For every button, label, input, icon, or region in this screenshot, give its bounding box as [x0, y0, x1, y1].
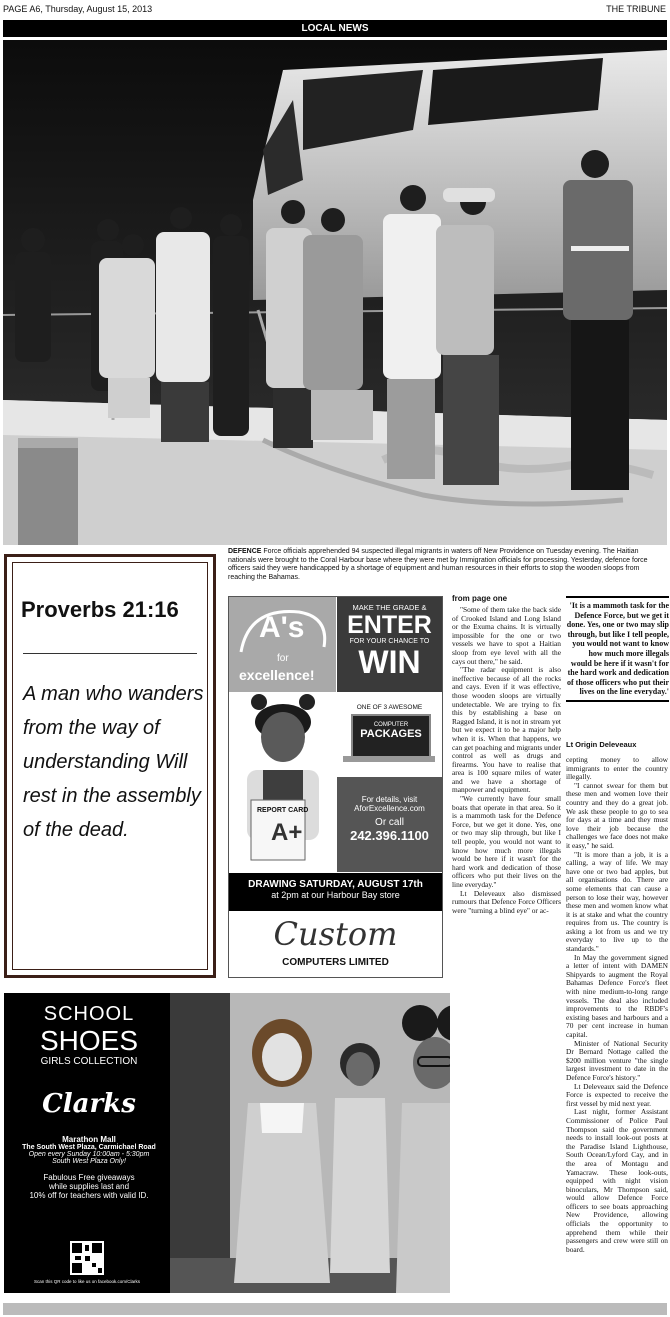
- prize-line2: COMPUTER: [373, 722, 409, 728]
- clarks-store: Marathon Mall: [62, 1135, 116, 1144]
- clarks-promo1: Fabulous Free giveaways: [43, 1173, 135, 1182]
- news-photo: [3, 40, 667, 545]
- prize-line1: ONE OF 3 AWESOME: [356, 704, 423, 711]
- details-panel: [337, 777, 442, 872]
- article-column-2: [566, 756, 668, 1298]
- clarks-line2: SHOES: [39, 1025, 139, 1056]
- clarks-photo: [170, 993, 450, 1293]
- promo-mid: FOR YOUR CHANCE TO: [349, 638, 430, 645]
- details-text: For details, visit: [361, 795, 418, 804]
- custom-brand: Custom: [273, 915, 398, 953]
- custom-brand-sub: COMPUTERS LIMITED: [282, 957, 389, 968]
- prize-line3: PACKAGES: [360, 728, 422, 740]
- article-paragraph: Lt Deleveaux said the Defence Force is expected to receive the first vessel by mid next year.: [566, 1081, 668, 1108]
- promo-enter: ENTER: [347, 611, 432, 639]
- article-paragraph: "Some of them take the back side of Crooked Island and Long Island or the Exuma chains. It is virtually impossible for the one or two vessels we have to spot a Haitian sloop from eye level with all the cays out there," he said.: [452, 606, 561, 666]
- article-column-1: [452, 606, 561, 991]
- report-card-label: REPORT CARD: [257, 807, 309, 814]
- article-paragraph: Last night, former Assistant Commissioner of Police Paul Thompson said the government needs to install look-out posts at the Paradise Island Lighthouse, South Ocean/Lyford Cay, and in the area of Montagu and Yamacraw. These look-outs, equipped with night vision binoculars, Mr Thompson said, would allow Defence Force officers to see boats approaching New Providence, allowing officials the opportunity to apprehend them while their passengers and crew were still on board.: [566, 1107, 668, 1254]
- proverb-title: Proverbs 21:16: [21, 597, 179, 622]
- prize-panel: [337, 692, 442, 777]
- enter-win-panel: [337, 597, 442, 692]
- article-paragraph: Minister of National Security Dr Bernard Nottage called the $200 million venture "the single largest investment to date in the Defence Force's history.": [566, 1038, 668, 1082]
- caption-lead: DEFENCE: [228, 548, 262, 555]
- draw-line2: at 2pm at our Harbour Bay store: [271, 890, 400, 900]
- excellence-ad[interactable]: [228, 596, 443, 978]
- clarks-address: The South West Plaza, Carmichael Road: [22, 1144, 156, 1151]
- pull-quote: 'It is a mammoth task for the Defence Force, but we get it done. Yes, one or two may slip through, but like I tell people, you would not want to know how much more illegals would be here if it wasn't for the hard work and dedication of those officers who put their lives on the line everyday.': [566, 596, 669, 702]
- clarks-promo2: while supplies last and: [48, 1182, 130, 1191]
- masthead-name: THE TRIBUNE: [606, 4, 666, 14]
- article-paragraph: Lt Deleveaux also dismissed rumours that Defence Force Officers were "turning a blind eye" or ac-: [452, 888, 561, 915]
- proverb-divider: [23, 653, 197, 654]
- article-paragraph: "The radar equipment is also ineffective because of all the rocks and cays. Even if it was effective, those wooden sloops are virtually undetectable. We are trying to fix this by establishing a base on Ragged Island, it is not in stream yet but we expect it to be a major help when it is. When that happens, we can get poaching and migrants under control as well as drugs and firearms. You have to realise that area is 100 square miles of water and we have a shortage of manpower and equipment.: [452, 665, 561, 795]
- qr-note: Scan this QR code to like us on facebook.com/Clarks: [33, 1279, 141, 1284]
- jump-line: from page one: [452, 594, 508, 603]
- clarks-promo3: 10% off for teachers with valid ID.: [29, 1191, 149, 1200]
- or-call: Or call: [375, 817, 404, 828]
- logo-for: for: [277, 653, 289, 664]
- article-paragraph: "I cannot swear for them but these men and women love their country and they do a great job. We ask these people to go to sea for days at a time and they must love their job because the challenges we face does not make it easy," he said.: [566, 780, 668, 850]
- report-card-grade: A+: [271, 819, 303, 846]
- logo-a: A's: [259, 611, 305, 644]
- page-folio: PAGE A6, Thursday, August 15, 2013: [3, 4, 153, 14]
- draw-line1: DRAWING SATURDAY, AUGUST 17th: [248, 879, 423, 890]
- article-paragraph: "It is more than a job, it is a calling, a way of life. We may have one or two bad apples, but all organisations do. There are some elements that can cause a person to lose their way, however these men and women know what it is at stake and what the country requires from us. The country is asking a lot from us and we try everyday to live up to the standards.": [566, 849, 668, 954]
- page-header: [0, 0, 670, 18]
- clarks-hours: Open every Sunday 10:00am - 5:30pm: [28, 1151, 150, 1158]
- laptop-base: [343, 756, 435, 762]
- drawing-banner: [229, 873, 442, 911]
- phone-number: 242.396.1100: [350, 828, 429, 843]
- logo-excellence: excellence!: [239, 667, 315, 683]
- laptop-icon: [351, 714, 431, 758]
- qr-code-icon[interactable]: [70, 1241, 104, 1275]
- article-paragraph: "We currently have four small boats that operate in that area. So it is a mammoth task for the Defence Force, but we get it done. Yes, one or two may slip through, but like I tell people, you would not want to know how much more illegals would be here if it wasn't for the hard work and dedication of those officers who put their lives on the line everyday.": [452, 794, 561, 889]
- details-url[interactable]: AforExcellence.com: [354, 804, 425, 813]
- clarks-line1: SCHOOL: [43, 1003, 135, 1025]
- page-footer-bar: [3, 1303, 667, 1315]
- promo-top: MAKE THE GRADE &: [352, 603, 427, 612]
- excellence-logo-panel: [229, 597, 336, 692]
- photo-caption: [228, 548, 666, 582]
- clarks-line3: GIRLS COLLECTION: [40, 1056, 138, 1067]
- section-label: LOCAL NEWS: [3, 20, 667, 37]
- clarks-logo: Clarks: [42, 1089, 136, 1119]
- article-paragraph: cepting money to allow immigrants to enter the country illegally.: [566, 756, 668, 782]
- schoolgirls-illustration: [170, 993, 450, 1293]
- quote-attribution: Lt Origin Deleveaux: [566, 740, 637, 749]
- article-paragraph: In May the government signed a letter of intent with DAMEN Shipyards to augment the Royal Bahamas Defence Force's fleet with nine medium-to-long range vessels. The deal also included improvements to the RBDF's existing bases and harbours and a 70 per cent increase in human capital.: [566, 952, 668, 1039]
- caption-text: Force officials apprehended 94 suspected illegal migrants in waters off New Providence on Tuesday evening. The Haitian nationals were brought to the Coral Harbour base where they were met by Immigration officials for processing. Yesterday, defence force officers said they were handicapped by a shortage of equipment and human resources in their efforts to stop the wooden sloops from reaching the Bahamas.: [228, 548, 648, 581]
- proverb-verse: A man who wanders from the way of understanding Will rest in the assembly of the dead.: [23, 683, 204, 841]
- clarks-hours-note: South West Plaza Only!: [52, 1158, 126, 1165]
- boat-migrants-illustration: [3, 40, 667, 545]
- proverb-box: [4, 554, 216, 978]
- promo-win: WIN: [358, 644, 421, 680]
